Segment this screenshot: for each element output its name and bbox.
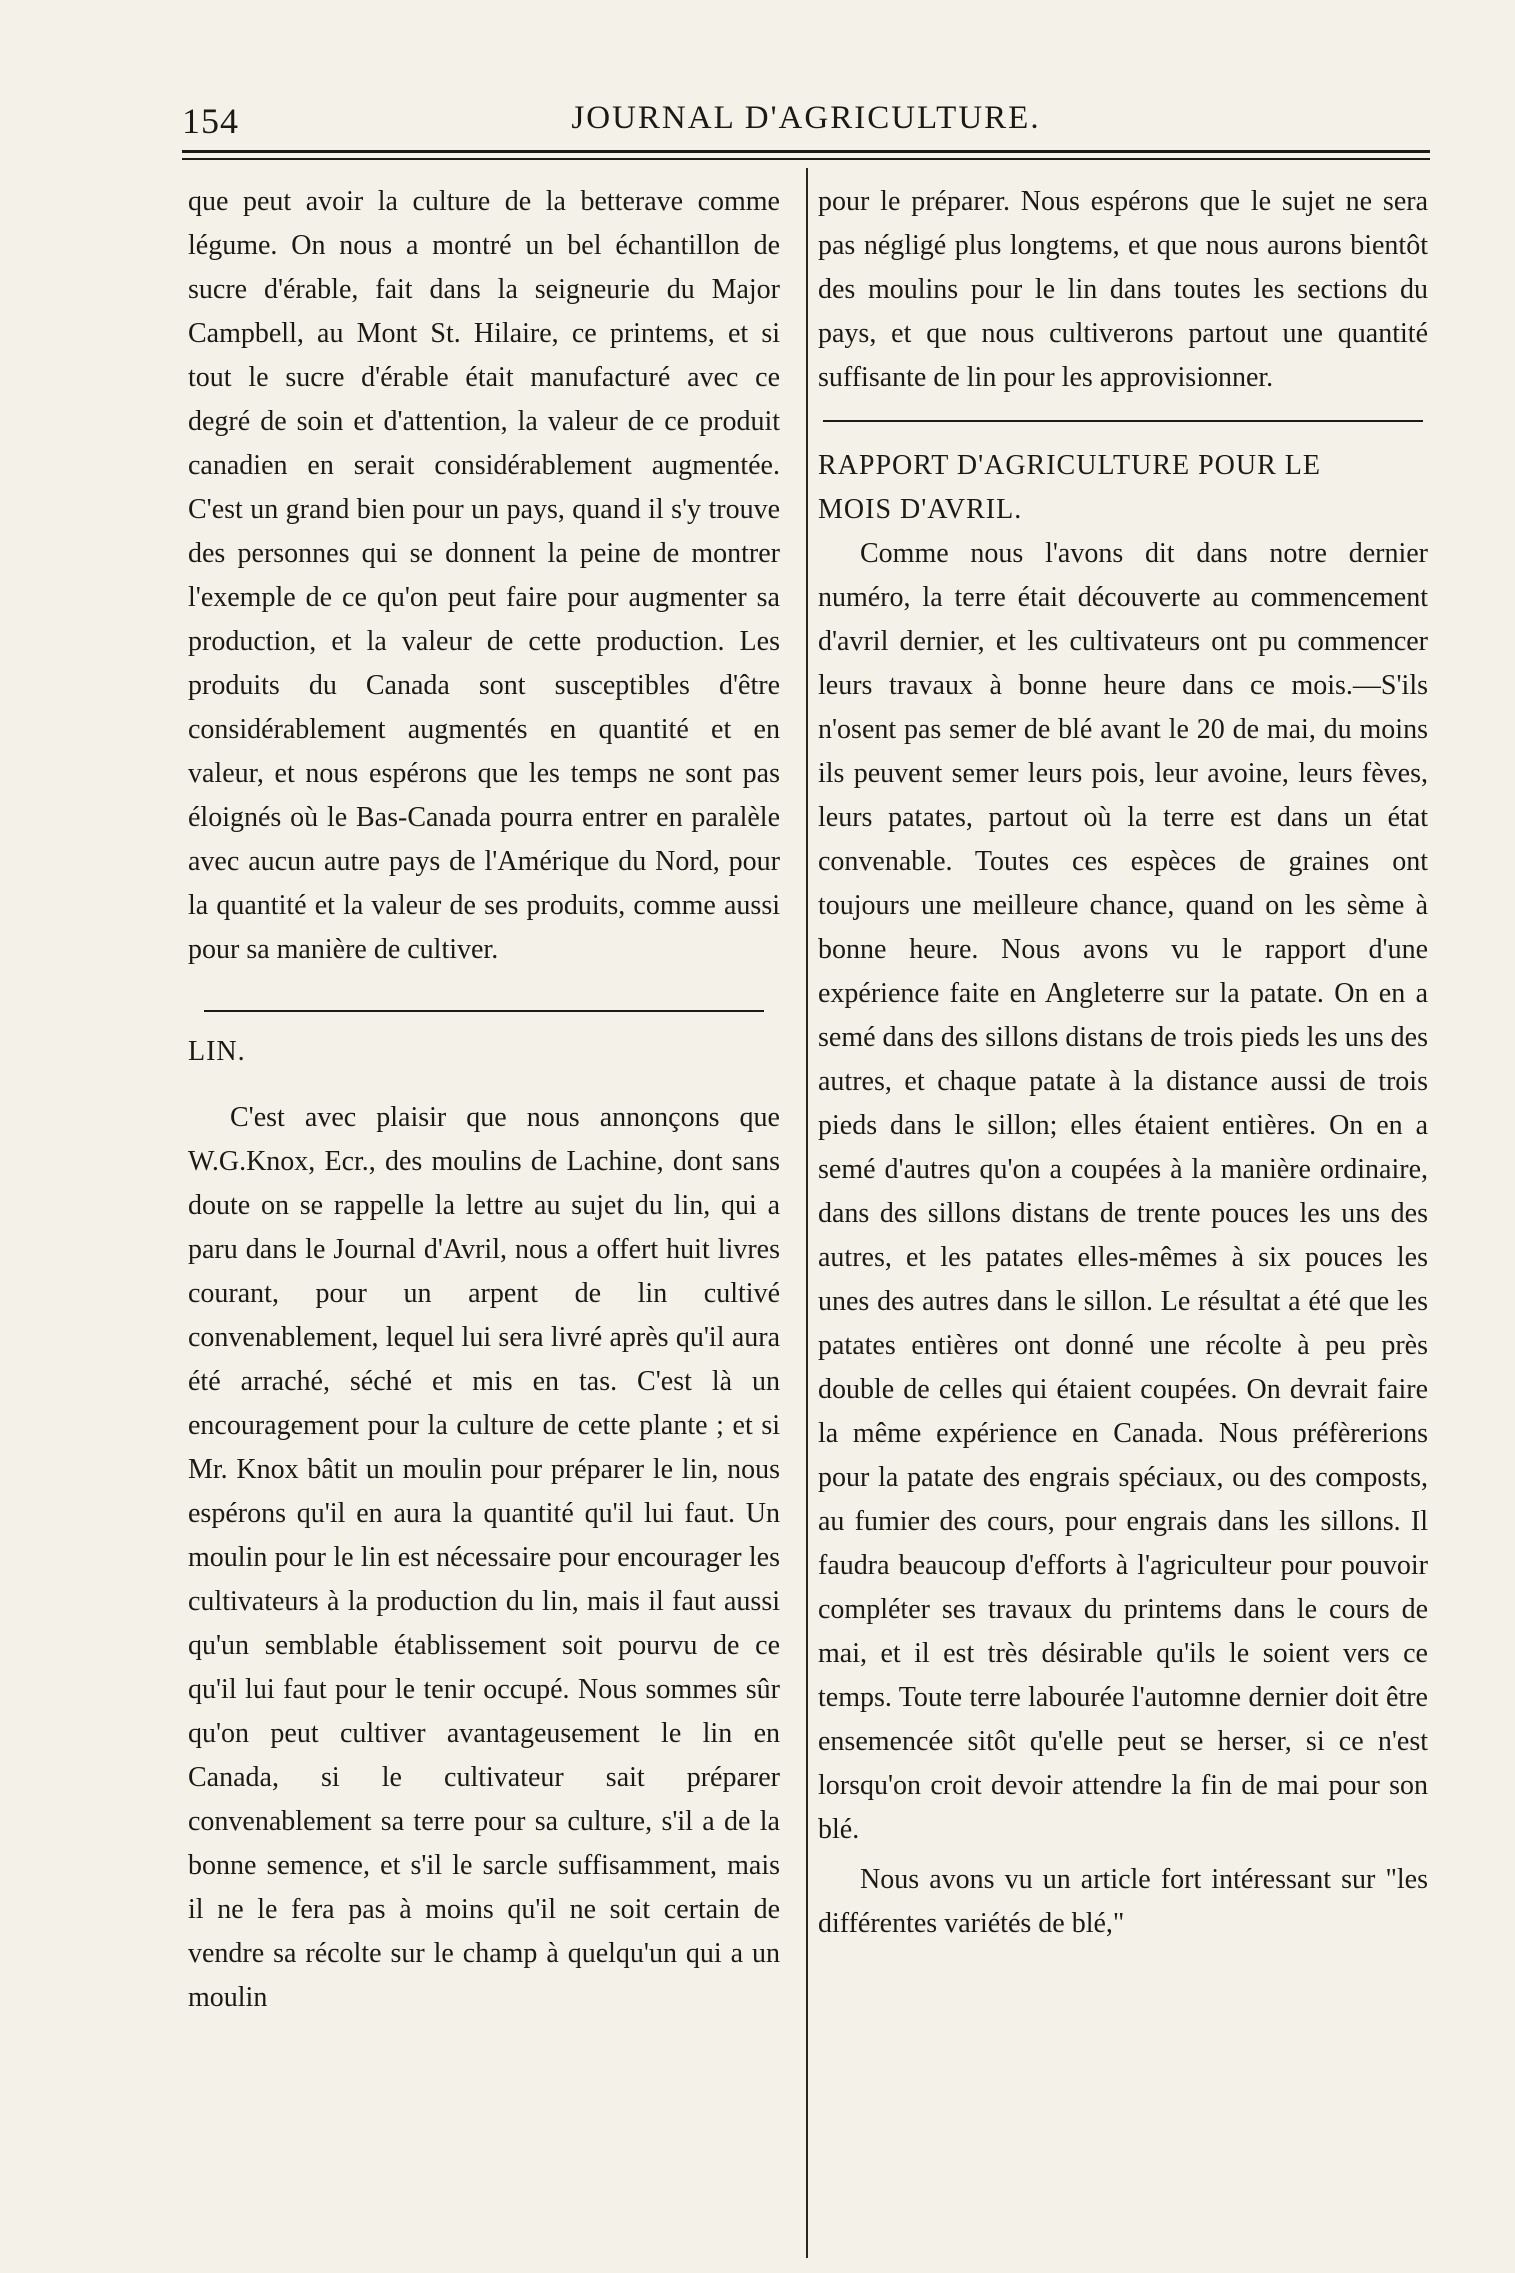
header-rule-bottom: [182, 158, 1430, 160]
section-separator: [823, 420, 1423, 422]
right-column: [818, 180, 1428, 1946]
right-paragraph-1: pour le préparer. Nous espérons que le sujet ne sera pas négligé plus longtems, et que nous aurons bientôt des moulins pour le lin dans toutes les sections du pays, et que nous cultiverons partout une quantité suffisante de lin pour les approvisionner.: [818, 186, 1428, 393]
right-paragraph-2: Comme nous l'avons dit dans notre dernier numéro, la terre était découverte au commencement d'avril dernier, et les cultivateurs ont pu commencer leurs travaux à bonne heure dans ce mois.—S'ils n'osent pas semer de blé avant le 20 de mai, du moins ils peuvent semer leurs pois, leur avoine, leurs fèves, leurs patates, partout où la terre est dans un état convenable. Toutes ces espèces de graines ont toujours une meilleure chance, quand on les sème à bonne heure. Nous avons vu le rapport d'une expérience faite en Angleterre sur la patate. On en a semé dans des sillons distans de trois pieds les uns des autres, et chaque patate à la distance aussi de trois pieds dans le sillon; elles étaient entières. On en a semé d'autres qu'on a coupées à la manière ordinaire, dans des sillons distans de trente pouces les uns des autres, et les patates elles-mêmes à six pouces les unes des autres dans le sillon. Le résultat a été que les patates entières ont donné une récolte à peu près double de celles qui étaient coupées. On devrait faire la même expérience en Canada. Nous préfèrerions pour la patate des engrais spéciaux, ou des composts, au fumier des cours, pour engrais dans les sillons. Il faudra beaucoup d'efforts à l'agriculteur pour pouvoir compléter ses travaux du printems dans le cours de mai, et il est très désirable qu'ils le soient vers ce temps. Toute terre labourée l'automne dernier doit être ensemencée sitôt qu'elle peut se herser, si ce n'est lorsqu'on croit devoir attendre la fin de mai pour son blé.: [818, 538, 1428, 1845]
section-title-lin: LIN.: [188, 1036, 246, 1067]
left-paragraph-1: que peut avoir la culture de la betterave comme légume. On nous a montré un bel échantillon de sucre d'érable, fait dans la seigneurie du Major Campbell, au Mont St. Hilaire, ce printems, et si tout le sucre d'érable était manufacturé avec ce degré de soin et d'attention, la valeur de ce produit canadien en serait considérablement augmentée. C'est un grand bien pour un pays, quand il s'y trouve des personnes qui se donnent la peine de montrer l'exemple de ce qu'on peut faire pour augmenter sa production, et la valeur de cette production. Les produits du Canada sont susceptibles d'être considérablement augmentés en quantité et en valeur, et nous espérons que les temps ne sont pas éloignés où le Bas-Canada pourra entrer en paralèle avec aucun autre pays de l'Amérique du Nord, pour la quantité et la valeur de ses produits, comme aussi pour sa manière de cultiver.: [188, 186, 780, 965]
section-separator: [204, 1010, 764, 1012]
section-title-rapport-line2: MOIS D'AVRIL.: [818, 494, 1023, 525]
column-divider: [806, 168, 808, 2258]
left-column: [188, 180, 780, 2020]
section-title-rapport-line1: RAPPORT D'AGRICULTURE POUR LE: [818, 450, 1321, 481]
page-header: [182, 92, 1430, 152]
left-paragraph-2: C'est avec plaisir que nous annonçons que W.G.Knox, Ecr., des moulins de Lachine, dont sans doute on se rappelle la lettre au sujet du lin, qui a paru dans le Journal d'Avril, nous a offert huit livres courant, pour un arpent de lin cultivé convenablement, lequel lui sera livré après qu'il aura été arraché, séché et mis en tas. C'est là un encouragement pour la culture de cette plante ; et si Mr. Knox bâtit un moulin pour préparer le lin, nous espérons qu'il en aura la quantité qu'il lui faut. Un moulin pour le lin est nécessaire pour encourager les cultivateurs à la production du lin, mais il faut aussi qu'un semblable établissement soit pourvu de ce qu'il lui faut pour le tenir occupé. Nous sommes sûr qu'on peut cultiver avantageusement le lin en Canada, si le cultivateur sait préparer convenablement sa terre pour sa culture, s'il a de la bonne semence, et s'il le sarcle suffisamment, mais il ne le fera pas à moins qu'il ne soit certain de vendre sa récolte sur le champ à quelqu'un qui a un moulin: [188, 1102, 780, 2013]
page-number: 154: [182, 101, 239, 141]
running-title: JOURNAL D'AGRICULTURE.: [571, 100, 1041, 136]
header-rule-top: [182, 150, 1430, 153]
right-paragraph-3: Nous avons vu un article fort intéressant sur "les différentes variétés de blé,": [818, 1864, 1428, 1939]
